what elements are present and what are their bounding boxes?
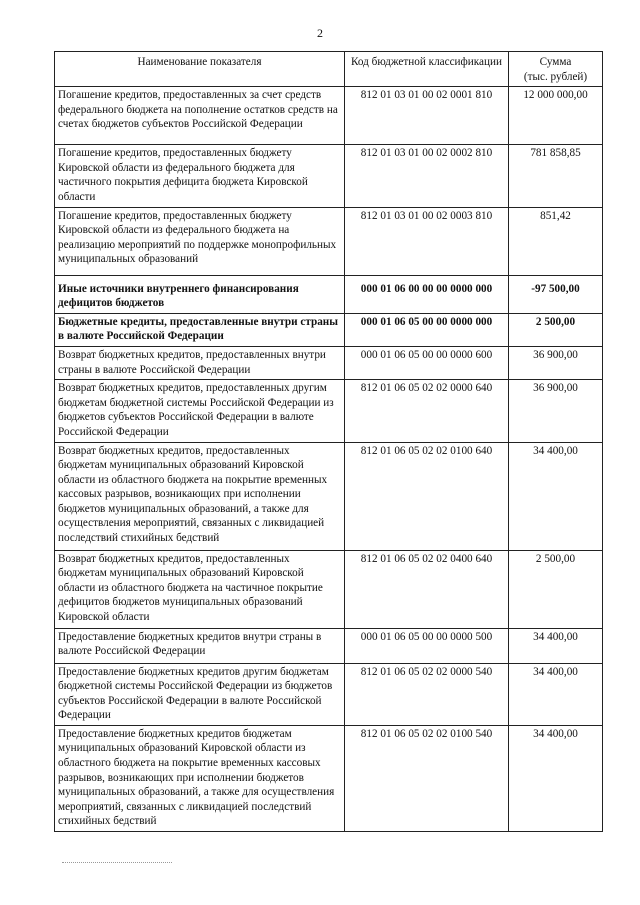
row-code: 812 01 06 05 02 02 0000 640 [345, 380, 509, 442]
row-name: Предоставление бюджетных кредитов другим бюджетам бюджетной системы Российской Федерации из бюджетов субъектов Российской Федерации в валюте Российской Федерации [55, 663, 345, 725]
row-code: 812 01 06 05 02 02 0000 540 [345, 663, 509, 725]
row-sum: 36 900,00 [509, 346, 603, 379]
table-row [55, 313, 603, 346]
row-code: 812 01 03 01 00 02 0003 810 [345, 207, 509, 275]
scan-artifact-dots [62, 862, 172, 864]
row-code: 000 01 06 05 00 00 0000 600 [345, 346, 509, 379]
row-name: Возврат бюджетных кредитов, предоставленных бюджетам муниципальных образований Кировской области из областного бюджета на частичное покрытие дефицитов бюджетов муниципальных образований Кировской области [55, 550, 345, 628]
table-row [55, 346, 603, 379]
row-name: Возврат бюджетных кредитов, предоставленных другим бюджетам бюджетной системы Российской Федерации из бюджетов субъектов Российской Федерации в валюте Российской Федерации [55, 380, 345, 442]
row-name: Погашение кредитов, предоставленных бюджету Кировской области из федерального бюджета для частичного покрытия дефицита бюджета Кировской области [55, 145, 345, 207]
row-sum: 34 400,00 [509, 663, 603, 725]
table-row [55, 442, 603, 550]
budget-sources-table [54, 51, 603, 832]
table-row [55, 207, 603, 275]
row-code: 812 01 06 05 02 02 0100 540 [345, 725, 509, 831]
row-name: Предоставление бюджетных кредитов бюджетам муниципальных образований Кировской области из областного бюджета на покрытие временных кассовых разрывов, возникающих при исполнении бюджетов муниципальных образований, а также для осуществления мероприятий, связанных с ликвидацией последствий стихийных бедствий [55, 725, 345, 831]
row-name: Возврат бюджетных кредитов, предоставленных внутри страны в валюте Российской Федерации [55, 346, 345, 379]
table-row [55, 145, 603, 207]
table-row [55, 725, 603, 831]
row-code: 812 01 03 01 00 02 0002 810 [345, 145, 509, 207]
table-row [55, 380, 603, 442]
row-code: 000 01 06 00 00 00 0000 000 [345, 275, 509, 313]
row-name: Возврат бюджетных кредитов, предоставленных бюджетам муниципальных образований Кировской области из областного бюджета на покрытие временных кассовых разрывов, возникающих при исполнении бюджетов муниципальных образований, а также для осуществления мероприятий, связанных с ликвидацией последствий стихийных бедствий [55, 442, 345, 550]
row-sum: 851,42 [509, 207, 603, 275]
row-name: Погашение кредитов, предоставленных за счет средств федерального бюджета на пополнение остатков средств на счетах бюджетов субъектов Российской Федерации [55, 87, 345, 145]
row-name: Бюджетные кредиты, предоставленные внутри страны в валюте Российской Федерации [55, 313, 345, 346]
row-code: 812 01 06 05 02 02 0100 640 [345, 442, 509, 550]
page-number-text: 2 [317, 26, 323, 40]
row-code: 000 01 06 05 00 00 0000 000 [345, 313, 509, 346]
row-sum: 2 500,00 [509, 313, 603, 346]
header-sum: Сумма (тыс. рублей) [509, 52, 603, 87]
row-code: 812 01 03 01 00 02 0001 810 [345, 87, 509, 145]
header-indicator-name: Наименование показателя [55, 52, 345, 87]
header-budget-code: Код бюджетной классификации [345, 52, 509, 87]
row-name: Предоставление бюджетных кредитов внутри страны в валюте Российской Федерации [55, 628, 345, 663]
row-sum: 34 400,00 [509, 628, 603, 663]
row-sum: 34 400,00 [509, 725, 603, 831]
row-name: Погашение кредитов, предоставленных бюджету Кировской области из федерального бюджета на реализацию мероприятий по поддержке монопрофильных муниципальных образований [55, 207, 345, 275]
row-code: 812 01 06 05 02 02 0400 640 [345, 550, 509, 628]
table-row [55, 663, 603, 725]
page-number [0, 26, 640, 41]
row-sum: 34 400,00 [509, 442, 603, 550]
table-row [55, 87, 603, 145]
table-header-row [55, 52, 603, 87]
row-sum: 12 000 000,00 [509, 87, 603, 145]
table-row [55, 628, 603, 663]
row-sum: 781 858,85 [509, 145, 603, 207]
row-sum: 36 900,00 [509, 380, 603, 442]
row-sum: 2 500,00 [509, 550, 603, 628]
row-name: Иные источники внутреннего финансирования дефицитов бюджетов [55, 275, 345, 313]
table-row [55, 550, 603, 628]
row-code: 000 01 06 05 00 00 0000 500 [345, 628, 509, 663]
table-row [55, 275, 603, 313]
row-sum: -97 500,00 [509, 275, 603, 313]
